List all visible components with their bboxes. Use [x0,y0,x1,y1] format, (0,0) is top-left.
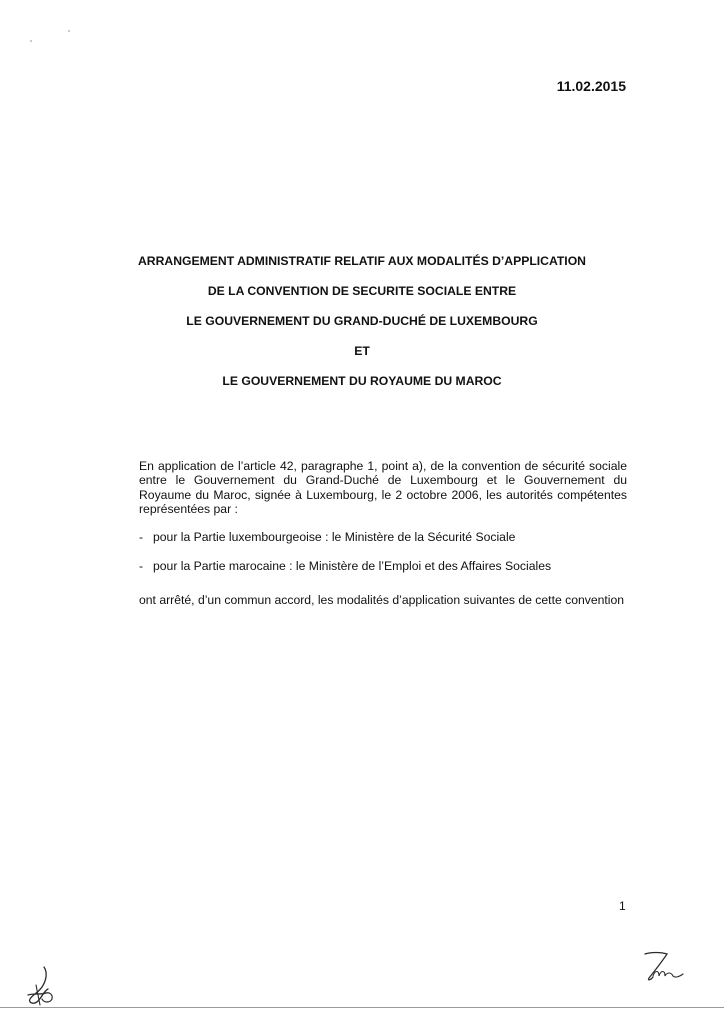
list-item [139,530,627,544]
list-item [139,559,627,573]
title-line-3: LE GOUVERNEMENT DU GRAND-DUCHÉ DE LUXEMBOURG [186,314,538,328]
title-line-5: LE GOUVERNEMENT DU ROYAUME DU MAROC [222,374,502,388]
list-bullet: - [139,530,144,544]
scan-speck [68,30,70,32]
handwritten-initial-left-icon [22,965,58,1007]
document-date: 11.02.2015 [556,78,626,94]
list-bullet: - [139,559,144,573]
handwritten-initial-right-icon [641,950,685,986]
list-item-text: pour la Partie luxembourgeoise : le Ministère de la Sécurité Sociale [153,530,516,544]
page-number: 1 [619,899,626,913]
intro-paragraph: En application de l’article 42, paragraphe 1, point a), de la convention de sécurité sociale entre le Gouvernement du Grand-Duché de Luxembourg et le Gouvernement du Royaume du Maroc, signée à Luxembourg, le 2 octobre 2006, les autorités compétentes représentées par : [139,459,627,517]
title-line-4: ET [354,344,370,358]
title-line-1: ARRANGEMENT ADMINISTRATIF RELATIF AUX MODALITÉS D’APPLICATION [138,254,586,268]
list-item-text: pour la Partie marocaine : le Ministère de l’Emploi et des Affaires Sociales [153,559,552,573]
scan-edge-line [0,1007,724,1008]
document-title [110,254,614,404]
scan-speck [30,40,32,42]
title-line-2: DE LA CONVENTION DE SECURITE SOCIALE ENTRE [207,284,517,298]
closing-paragraph: ont arrêté, d’un commun accord, les modalités d’application suivantes de cette convention [139,593,625,607]
